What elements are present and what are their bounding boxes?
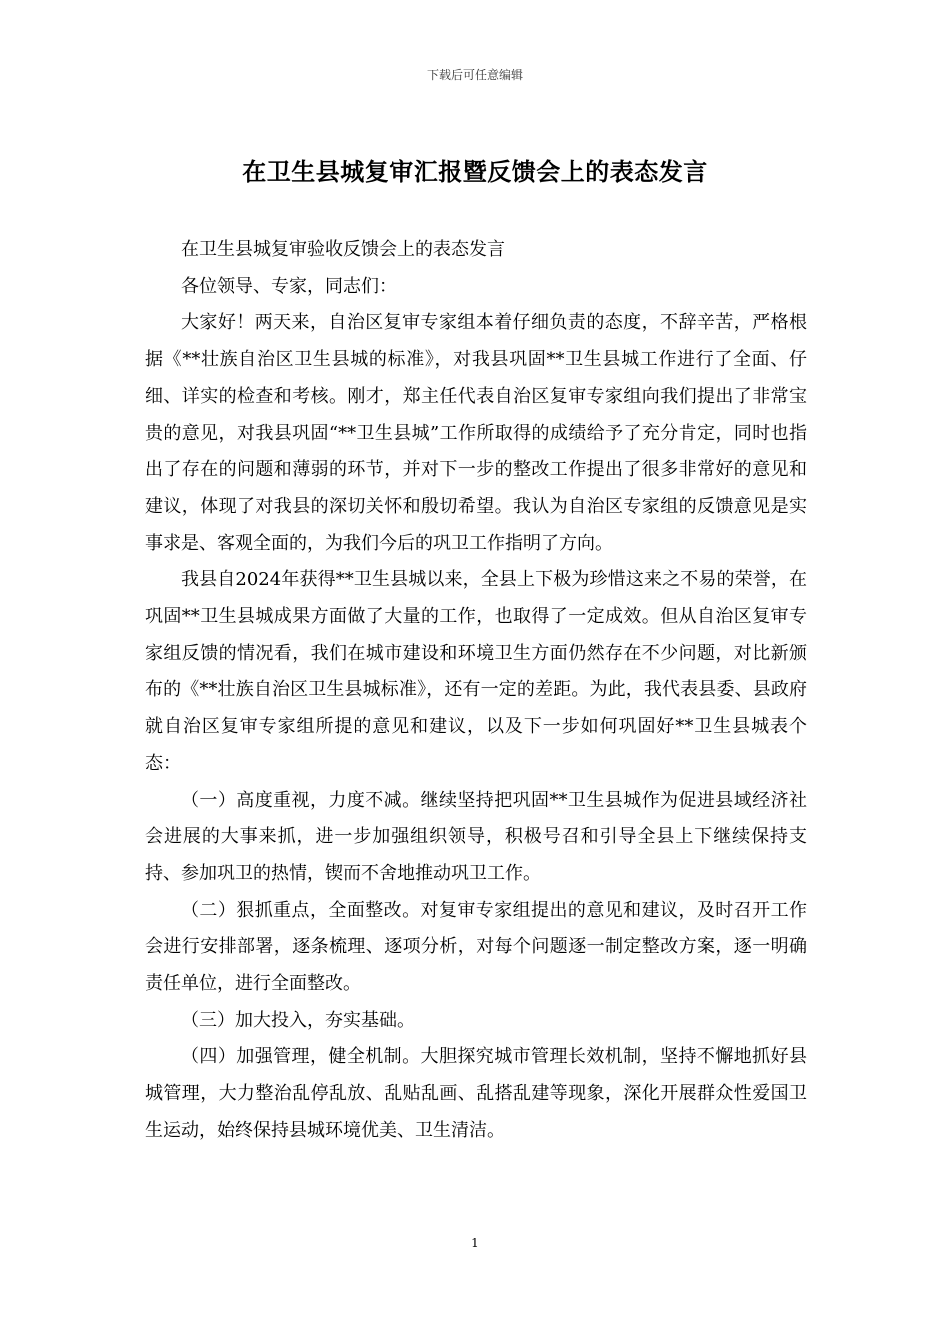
paragraph-point-3: （三）加大投入，夯实基础。 [181,1009,415,1031]
document-body [145,232,807,1150]
page-header-note: 下载后可任意编辑 [426,68,523,82]
document-title: 在卫生县城复审汇报暨反馈会上的表态发言 [242,158,708,186]
paragraph-opening: 大家好！两天来，自治区复审专家组本着仔细负责的态度，不辞辛苦，严格根据《**壮族自治区卫生县城的标准》，对我县巩固**卫生县城工作进行了全面、仔细、详实的检查和考核。刚才，郑主任代表自治区复审专家组向我们提出了非常宝贵的意见，对我县巩固“**卫生县城”工作所取得的成绩给予了充分肯定，同时也指出了存在的问题和薄弱的环节，并对下一步的整改工作提出了很多非常好的意见和建议，体现了对我县的深切关怀和殷切希望。我认为自治区专家组的反馈意见是实事求是、客观全面的，为我们今后的巩卫工作指明了方向。 [145,312,807,554]
paragraph-salutation: 各位领导、专家，同志们： [181,275,397,297]
paragraph-point-4: （四）加强管理，健全机制。大胆探究城市管理长效机制，坚持不懈地抓好县城管理，大力整治乱停乱放、乱贴乱画、乱搭乱建等现象，深化开展群众性爱国卫生运动，始终保持县城环境优美、卫生清洁。 [145,1046,807,1141]
page-number: 1 [471,1236,479,1250]
paragraph-background: 我县自2024年获得**卫生县城以来，全县上下极为珍惜这来之不易的荣誉，在巩固**卫生县城成果方面做了大量的工作，也取得了一定成效。但从自治区复审专家组反馈的情况看，我们在城市建设和环境卫生方面仍然存在不少问题，对比新颁布的《**壮族自治区卫生县城标准》，还有一定的差距。为此，我代表县委、县政府就自治区复审专家组所提的意见和建议，以及下一步如何巩固好**卫生县城表个态： [145,569,807,774]
paragraph-point-1: （一）高度重视，力度不减。继续坚持把巩固**卫生县城作为促进县域经济社会进展的大事来抓，进一步加强组织领导，积极号召和引导全县上下继续保持支持、参加巩卫的热情，锲而不舍地推动巩卫工作。 [145,789,807,884]
paragraph-subtitle: 在卫生县城复审验收反馈会上的表态发言 [181,239,505,260]
paragraph-point-2: （二）狠抓重点，全面整改。对复审专家组提出的意见和建议，及时召开工作会进行安排部署，逐条梳理、逐项分析，对每个问题逐一制定整改方案，逐一明确责任单位，进行全面整改。 [145,899,807,995]
